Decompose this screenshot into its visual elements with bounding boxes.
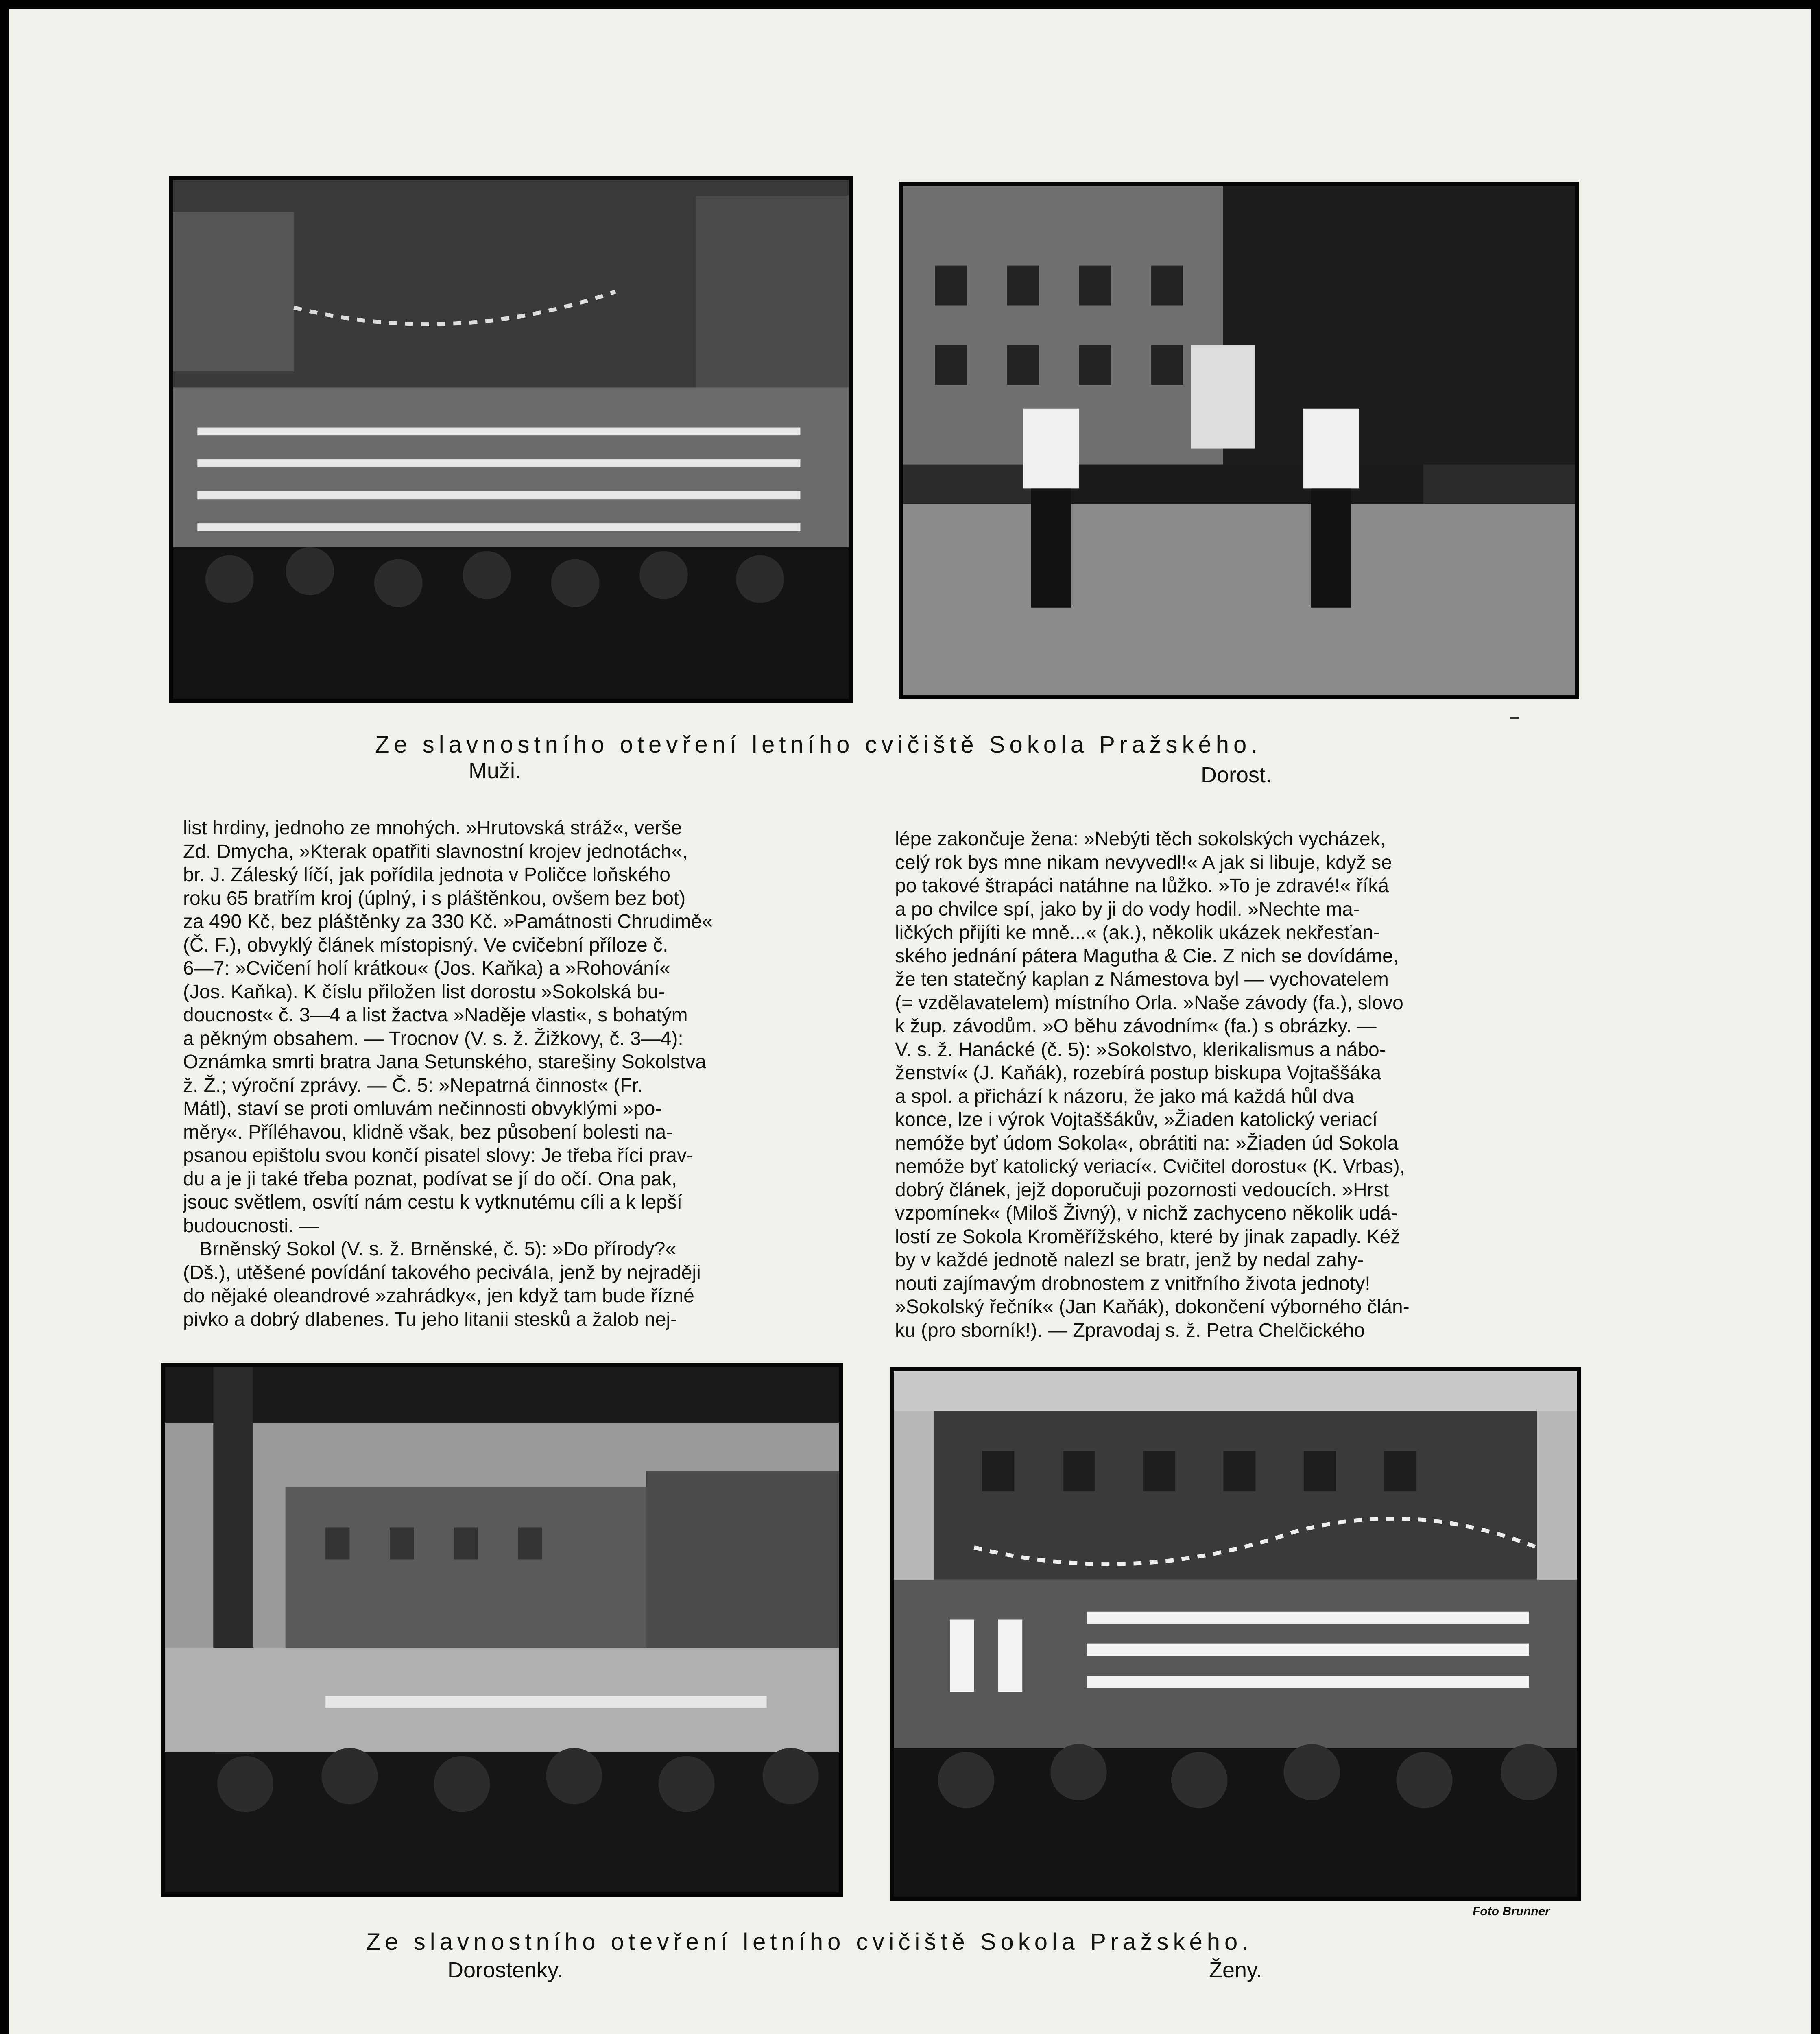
text-line: Brněnský Sokol (V. s. ž. Brněnské, č. 5): »Do přírody?« bbox=[199, 1238, 676, 1260]
text-line: k žup. závodům. »O běhu závodním« (fa.) s obrázky. — bbox=[895, 1015, 1377, 1037]
bottom-caption-right-label: Ženy. bbox=[1209, 1958, 1263, 1982]
text-line: (Č. F.), obvyklý článek místopisný. Ve cvičební příloze č. bbox=[183, 934, 668, 956]
text-line: budoucnosti. — bbox=[183, 1215, 319, 1237]
text-line: pivko a dobrý dlabenes. Tu jeho litanii stesků a žalob nej- bbox=[183, 1308, 677, 1330]
photo-girls-exercise bbox=[161, 1363, 843, 1897]
text-line: konce, lze i výrok Vojtaššákův, »Žiaden katolický veriací bbox=[895, 1109, 1378, 1130]
text-line: měry«. Příléhavou, klidně však, bez působení bolesti na- bbox=[183, 1121, 673, 1143]
photo-credit: Foto Brunner bbox=[1473, 1905, 1550, 1918]
bottom-caption: Ze slavnostního otevření letního cvičiště Sokola Pražského. bbox=[366, 1929, 1253, 1955]
text-line: nemóže byť údom Sokola«, obrátiti na: »Žiaden úd Sokola bbox=[895, 1132, 1399, 1154]
photo-women-exercise bbox=[890, 1367, 1581, 1901]
text-line: psanou epištolu svou končí pisatel slovy: Je třeba říci prav- bbox=[183, 1145, 693, 1166]
text-line: Oznámka smrti bratra Jana Setunského, starešiny Sokolstva bbox=[183, 1051, 706, 1073]
text-line: (Dš.), utěšené povídání takového peciváIa, jenž by nejraději bbox=[183, 1261, 701, 1283]
left-text-column bbox=[183, 816, 850, 1331]
document-page bbox=[9, 9, 1811, 2034]
text-line: Zd. Dmycha, »Kterak opatřiti slavnostní krojev jednotách«, bbox=[183, 840, 688, 862]
text-line: že ten statečný kaplan z Námestova byl — vychovatelem bbox=[895, 969, 1389, 990]
photo-men-exercise bbox=[169, 176, 853, 703]
text-line: nouti zajímavým drobnostem z vnitřního života jednoty! bbox=[895, 1272, 1370, 1294]
text-line: br. J. Záleský líčí, jak pořídila jednota v Poličce loňského bbox=[183, 864, 670, 886]
text-line: by v každé jednotě nalezl se bratr, jenž by nedal zahy- bbox=[895, 1249, 1364, 1271]
text-line: V. s. ž. Hanácké (č. 5): »Sokolstvo, klerikalismus a nábo- bbox=[895, 1039, 1386, 1061]
text-line: ličkých přijíti ke mně...« (ak.), několik ukázek nekřesťan- bbox=[895, 922, 1380, 943]
top-caption-right-label: Dorost. bbox=[1201, 763, 1272, 787]
text-line: list hrdiny, jednoho ze mnohých. »Hrutovská stráž«, verše bbox=[183, 817, 682, 839]
bottom-caption-left-label: Dorostenky. bbox=[447, 1958, 563, 1982]
text-line: a pěkným obsahem. — Trocnov (V. s. ž. Žižkovy, č. 3—4): bbox=[183, 1028, 683, 1050]
text-line: do nějaké oleandrové »zahrádky«, jen když tam bude řízné bbox=[183, 1285, 694, 1307]
text-line: Mátl), staví se proti omluvám nečinnosti obvyklými »po- bbox=[183, 1098, 662, 1120]
top-caption-left-label: Muži. bbox=[469, 759, 522, 783]
text-line: roku 65 bratřím kroj (úplný, i s pláštěnkou, ovšem bez bot) bbox=[183, 887, 686, 909]
text-line: lostí ze Sokola Kroměřížského, které by jinak zapadly. Kéž bbox=[895, 1226, 1401, 1248]
text-line: ženství« (J. Kaňák), rozebírá postup biskupa Vojtaššáka bbox=[895, 1062, 1381, 1084]
text-line: doucnost« č. 3—4 a list žactva »Naděje vlasti«, s bohatým bbox=[183, 1004, 688, 1026]
text-line: ž. Ž.; výroční zprávy. — Č. 5: »Nepatrná činnost« (Fr. bbox=[183, 1074, 643, 1096]
text-line: po takové štrapáci natáhne na lůžko. »To je zdravé!« říká bbox=[895, 875, 1389, 897]
text-line: (= vzdělavatelem) místního Orla. »Naše závody (fa.), slovo bbox=[895, 992, 1403, 1014]
text-line: lépe zakončuje žena: »Nebýti těch sokolských vycházek, bbox=[895, 828, 1386, 850]
top-caption: Ze slavnostního otevření letního cvičiště Sokola Pražského. bbox=[375, 731, 1262, 758]
text-line: a po chvilce spí, jako by ji do vody hodil. »Nechte ma- bbox=[895, 898, 1360, 920]
text-line: a spol. a přichází k názoru, že jako má každá hůl dva bbox=[895, 1085, 1354, 1107]
text-line: »Sokolský řečník« (Jan Kaňák), dokončení výborného člán- bbox=[895, 1296, 1410, 1318]
text-line: jsouc světlem, osvítí nám cestu k vytknutému cíli a k lepší bbox=[183, 1192, 683, 1213]
photo-youth-gymnastics bbox=[899, 182, 1579, 699]
text-line: ku (pro sborník!). — Zpravodaj s. ž. Petra Chelčického bbox=[895, 1319, 1365, 1341]
text-line: dobrý článek, jejž doporučuji pozornosti vedoucích. »Hrst bbox=[895, 1179, 1389, 1201]
text-line: (Jos. Kaňka). K číslu přiložen list dorostu »Sokolská bu- bbox=[183, 981, 665, 1003]
right-text-column bbox=[895, 827, 1574, 1342]
text-line: za 490 Kč, bez pláštěnky za 330 Kč. »Památnosti Chrudimě« bbox=[183, 911, 713, 932]
text-line: du a je ji také třeba poznat, podívat se jí do očí. Ona pak, bbox=[183, 1168, 677, 1190]
text-line: vzpomínek« (Miloš Živný), v nichž zachyceno několik udá- bbox=[895, 1203, 1398, 1224]
text-line: ského jednání pátera Magutha & Cie. Z nich se dovídáme, bbox=[895, 945, 1399, 967]
text-line: 6—7: »Cvičení holí krátkou« (Jos. Kaňka) a »Rohování« bbox=[183, 958, 670, 979]
text-line: celý rok bys mne nikam nevyvedl!« A jak si libuje, když se bbox=[895, 851, 1392, 873]
text-line: nemóže byť katolický veriací«. Cvičitel dorostu« (K. Vrbas), bbox=[895, 1156, 1405, 1177]
scan-mark bbox=[1510, 717, 1519, 719]
